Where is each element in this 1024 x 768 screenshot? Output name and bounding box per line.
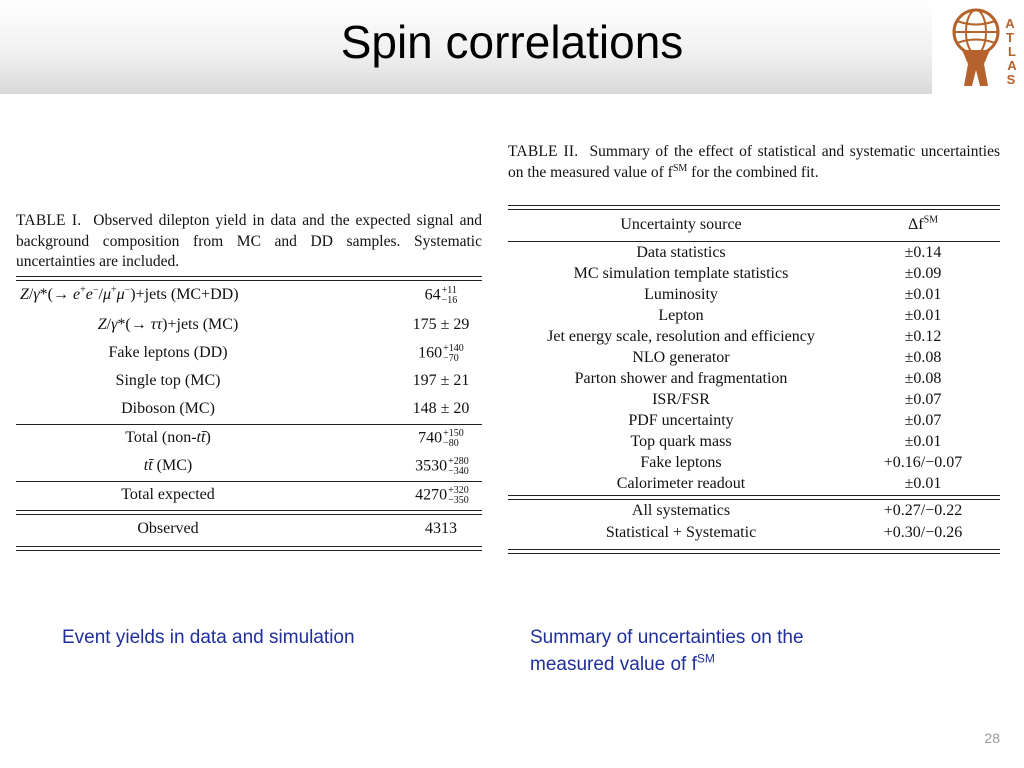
table-1-value: 160 +140 −70	[418, 343, 464, 364]
svg-text:S: S	[1006, 72, 1016, 87]
table-1-label: Diboson (MC)	[121, 400, 215, 417]
table-1-value: 740 +150 −80	[418, 428, 464, 449]
table-1-caption-body: Observed dilepton yield in data and the expected signal and background composition from MC and DD samples. Systematic uncertainties are included.	[16, 212, 482, 270]
table-2-caption-tail: for the combined fit.	[687, 163, 819, 181]
table-1-label: Fake leptons (DD)	[108, 344, 228, 361]
note-left: Event yields in data and simulation	[62, 627, 355, 648]
table-1-caption	[16, 211, 482, 273]
table-2-header-delta: Δf℠	[907, 214, 939, 233]
table-1-label: tt̄ (MC)	[143, 457, 193, 474]
table-1-value: 175 ± 29	[412, 316, 470, 333]
table-2-caption	[508, 142, 1000, 183]
note-right	[530, 624, 950, 678]
page-number: 28	[984, 730, 1000, 746]
table-1-label: Total expected	[121, 486, 215, 503]
table-1-caption-head: TABLE I.	[16, 212, 82, 229]
svg-text:T: T	[1006, 30, 1014, 45]
svg-text:A: A	[1007, 58, 1017, 73]
table-1-value: 4270 +320 −350	[415, 485, 469, 506]
svg-text:A: A	[1005, 16, 1015, 31]
table-2-caption-body: Summary of the effect of statistical and systematic uncertainties on the measured value of f	[508, 143, 1001, 181]
table-1-value: 197 ± 21	[412, 372, 470, 389]
table-1-label: Z/γ*(→ e+e−/μ+μ−)+jets (MC+DD)	[20, 284, 239, 303]
table-1-value: 3530 +280 −340	[415, 456, 469, 477]
table-1-label: Total (non-tt̄)	[125, 429, 211, 446]
slide-title: Spin correlations	[340, 16, 684, 68]
note-right-sup: SM	[696, 651, 715, 666]
table-1-value: 4313	[425, 520, 457, 537]
svg-text:L: L	[1008, 44, 1016, 59]
table-2-caption-sup: SM	[672, 162, 688, 174]
table-2-header-source: Uncertainty source	[620, 216, 742, 233]
table-1-label: Z/γ*(→ ττ)+jets (MC)	[97, 316, 239, 333]
table-1-value: 148 ± 20	[412, 400, 470, 417]
table-2-caption-head: TABLE II.	[508, 143, 579, 160]
note-right-line2: measured value of f	[530, 654, 697, 675]
note-right-line1: Summary of uncertainties on the	[530, 627, 804, 648]
atlas-logo-icon	[936, 6, 1022, 90]
table-1-label: Single top (MC)	[115, 372, 221, 389]
table-1-label: Observed	[137, 520, 199, 537]
table-1-value: 64 +11 −16	[424, 285, 458, 306]
